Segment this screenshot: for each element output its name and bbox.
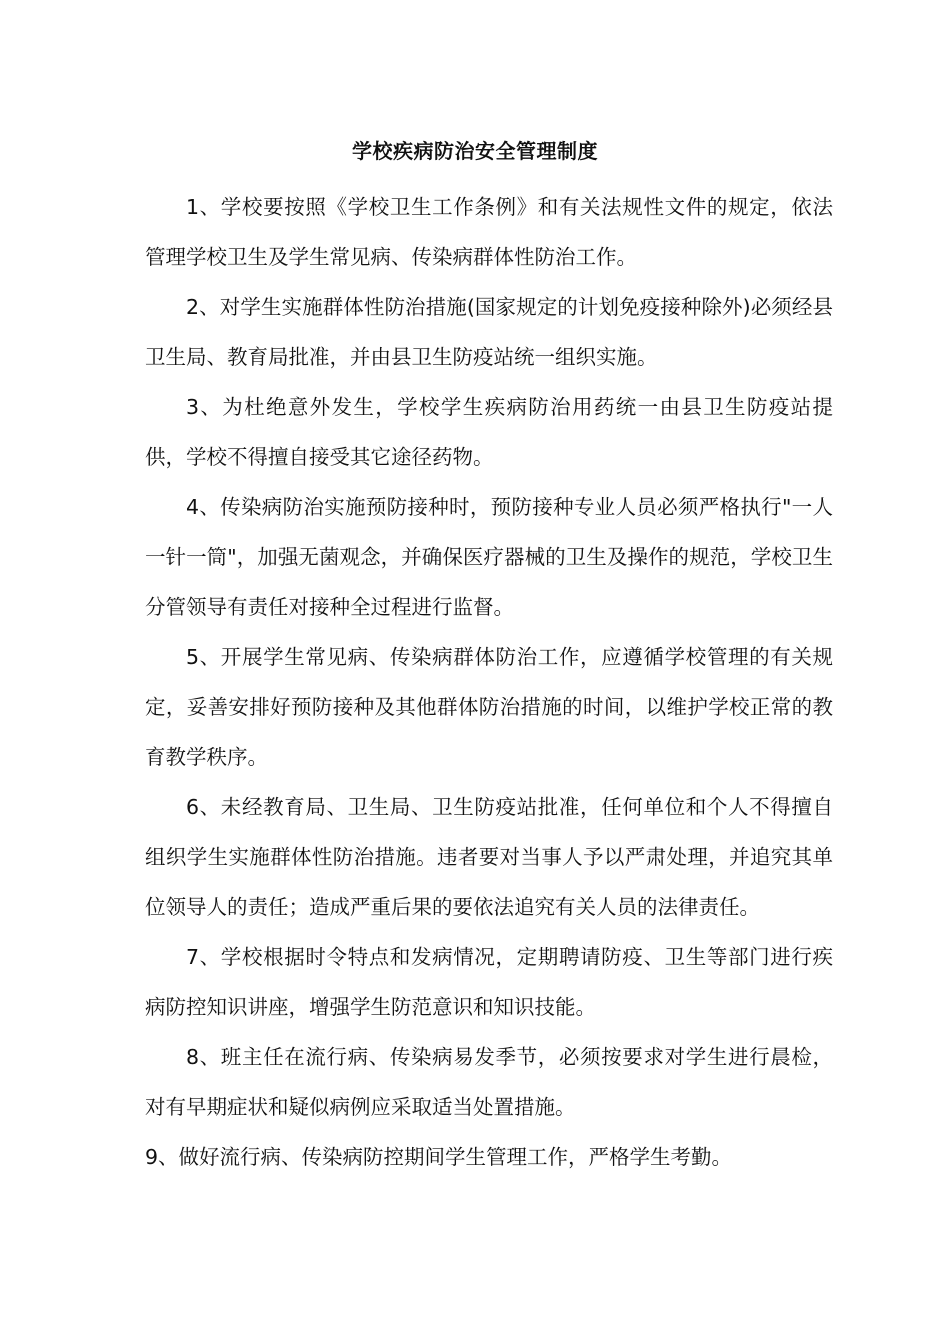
paragraph-8: 8、班主任在流行病、传染病易发季节，必须按要求对学生进行晨检，对有早期症状和疑似病例应采取适当处置措施。 bbox=[145, 1045, 833, 1119]
paragraph-2: 2、对学生实施群体性防治措施(国家规定的计划免疫接种除外)必须经县卫生局、教育局批准，并由县卫生防疫站统一组织实施。 bbox=[145, 295, 833, 369]
document-title: 学校疾病防治安全管理制度 bbox=[352, 139, 598, 163]
paragraph-6: 6、未经教育局、卫生局、卫生防疫站批准，任何单位和个人不得擅自组织学生实施群体性防治措施。违者要对当事人予以严肃处理，并追究其单位领导人的责任；造成严重后果的要依法追究有关人员的法律责任。 bbox=[145, 795, 833, 919]
document-body bbox=[145, 182, 833, 1182]
paragraph-1: 1、学校要按照《学校卫生工作条例》和有关法规性文件的规定，依法管理学校卫生及学生常见病、传染病群体性防治工作。 bbox=[145, 195, 833, 269]
paragraph-9: 9、做好流行病、传染病防控期间学生管理工作，严格学生考勤。 bbox=[145, 1145, 733, 1169]
paragraph-4: 4、传染病防治实施预防接种时，预防接种专业人员必须严格执行"一人一针一筒"，加强无菌观念，并确保医疗器械的卫生及操作的规范，学校卫生分管领导有责任对接种全过程进行监督。 bbox=[145, 495, 833, 619]
paragraph-5: 5、开展学生常见病、传染病群体防治工作，应遵循学校管理的有关规定，妥善安排好预防接种及其他群体防治措施的时间，以维护学校正常的教育教学秩序。 bbox=[145, 645, 833, 769]
paragraph-3: 3、为杜绝意外发生，学校学生疾病防治用药统一由县卫生防疫站提供，学校不得擅自接受其它途径药物。 bbox=[145, 395, 833, 469]
paragraph-7: 7、学校根据时令特点和发病情况，定期聘请防疫、卫生等部门进行疾病防控知识讲座，增强学生防范意识和知识技能。 bbox=[145, 945, 833, 1019]
